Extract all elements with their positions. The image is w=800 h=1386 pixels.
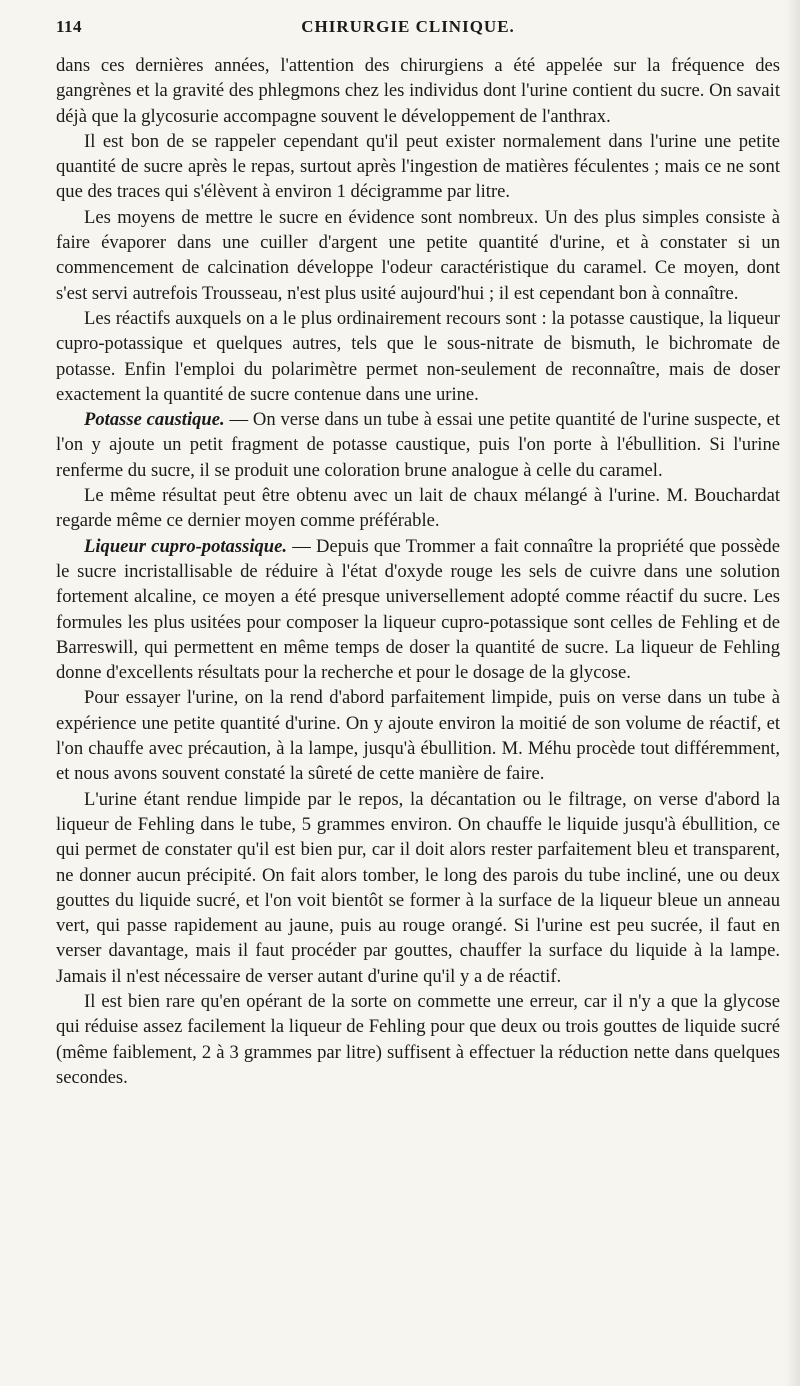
- paragraph: Il est bien rare qu'en opérant de la sorte on commette une erreur, car il n'y a que la glycose qui réduise assez facilement la liqueur de Fehling pour que deux ou trois gouttes de liquide sucré (même faiblement, 2 à 3 grammes par litre) suffisent à effectuer la réduction nette dans quelques secondes.: [56, 990, 780, 1088]
- page-edge-shadow: [786, 0, 800, 1386]
- paragraph: dans ces dernières années, l'attention des chirurgiens a été appelée sur la fréquence des gangrènes et la gravité des phlegmons chez les individus dont l'urine contient du sucre. On savait déjà que la glycosurie accompagne souvent le développement de l'anthrax.: [56, 55, 780, 127]
- running-title: CHIRURGIE CLINIQUE.: [301, 17, 515, 36]
- paragraph: Il est bon de se rappeler cependant qu'il peut exister normalement dans l'urine une petite quantité de sucre après le repas, surtout après l'ingestion de matières féculentes ; mais ce ne sont que des traces qui s'élèvent à environ 1 décigramme par litre.: [56, 130, 780, 203]
- paragraph: Les réactifs auxquels on a le plus ordinairement recours sont : la potasse caustique, la liqueur cupro-potassique et quelques autres, tels que le sous-nitrate de bismuth, le bichromate de potasse. Enfin l'emploi du polarimètre permet non-seulement de reconnaître, mais de doser exactement la quantité de sucre contenue dans une urine.: [56, 307, 780, 405]
- page-header: [56, 17, 760, 43]
- section-title: Liqueur cupro-potassique.: [84, 535, 288, 557]
- page-number: 114: [56, 17, 83, 36]
- section-title: Potasse caustique.: [84, 409, 225, 431]
- paragraph: L'urine étant rendue limpide par le repos, la décantation ou le filtrage, on verse d'abord la liqueur de Fehling dans le tube, 5 grammes environ. On chauffe le liquide jusqu'à ébullition, ce qui permet de constater qu'il est bien pur, car il doit alors rester parfaitement bleu et transparent, ne donner aucun précipité. On fait alors tomber, le long des parois du tube incliné, une ou deux gouttes du liquide sucré, et l'on voit bientôt se former à la surface de la liqueur bleue un anneau vert, qui passe rapidement au jaune, puis au rouge orangé. Si l'urine est peu sucrée, il faut en verser davantage, mais il faut procéder par gouttes, chauffer la surface du liquide à la lampe. Jamais il n'est nécessaire de verser autant d'urine qu'il y a de réactif.: [56, 788, 780, 987]
- paragraph: Liqueur cupro-potassique. — Depuis que Trommer a fait connaître la propriété que possède le sucre incristallisable de réduire à l'état d'oxyde rouge les sels de cuivre dans une solution fortement alcaline, ce moyen a été presque universellement adopté comme réactif du sucre. Les formules les plus usitées pour composer la liqueur cupro-potassique sont celles de Fehling et de Barreswill, qui permettent en même temps de doser la quantité de sucre. La liqueur de Fehling donne d'excellents résultats pour la recherche et pour le dosage de la glycose.: [56, 535, 780, 684]
- paragraph: Pour essayer l'urine, on la rend d'abord parfaitement limpide, puis on verse dans un tube à expérience une petite quantité d'urine. On y ajoute environ la moitié de son volume de réactif, et l'on chauffe avec précaution, à la lampe, jusqu'à ébullition. M. Méhu procède tout différemment, et nous avons souvent constaté la sûreté de cette manière de faire.: [56, 687, 780, 785]
- paragraph: Les moyens de mettre le sucre en évidence sont nombreux. Un des plus simples consiste à faire évaporer dans une cuiller d'argent une petite quantité d'urine, et à constater si un commencement de calcination développe l'odeur caractéristique du caramel. Ce moyen, dont s'est servi autrefois Trousseau, n'est plus usité aujourd'hui ; il est cependant bon à connaître.: [56, 206, 780, 304]
- paragraph: Potasse caustique. — On verse dans un tube à essai une petite quantité de l'urine suspecte, et l'on y ajoute un petit fragment de potasse caustique, puis l'on porte à l'ébullition. Si l'urine renferme du sucre, il se produit une coloration brune analogue à celle du caramel.: [56, 409, 780, 481]
- page-body: [56, 53, 780, 1090]
- paragraph: Le même résultat peut être obtenu avec un lait de chaux mélangé à l'urine. M. Bouchardat regarde même ce dernier moyen comme préférable.: [56, 485, 780, 532]
